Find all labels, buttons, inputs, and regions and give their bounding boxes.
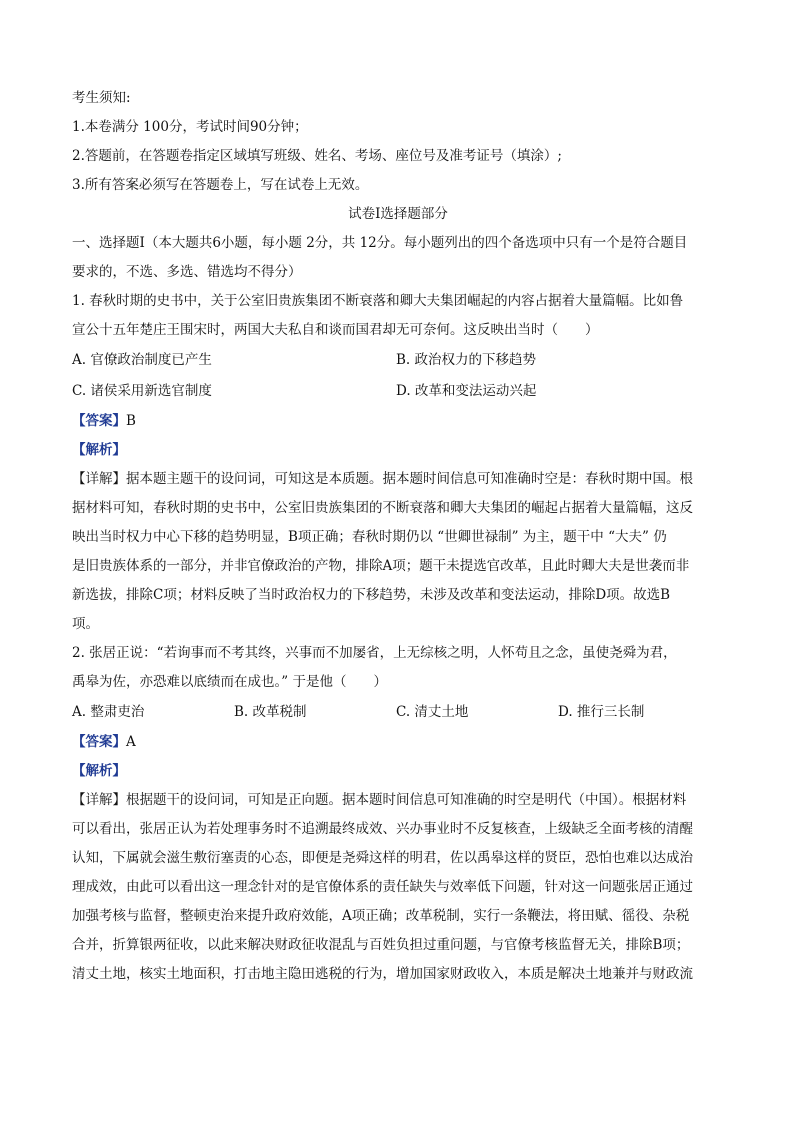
q1-detail-1 <box>72 465 724 494</box>
q1-option-d: D. 改革和变法运动兴起 <box>396 383 537 399</box>
q1-detail-label: 【详解】 <box>72 471 126 487</box>
q1-option-c: C. 诸侯采用新选官制度 <box>72 383 212 399</box>
q2-stem-2: 禹皋为佐，亦恐难以底绩而在成也。” 于是他（ ） <box>72 674 387 690</box>
q1-answer <box>72 407 724 436</box>
notice-item-2: 2.答题前，在答题卷指定区域填写班级、姓名、考场、座位号及准考证号（填涂）; <box>72 148 562 164</box>
q2-detail-5: 加强考核与监督，整顿吏治来提升政府效能，A项正确；改革税制，实行一条鞭法，将田赋、徭役、杂税 <box>72 908 690 924</box>
q2-analysis-label: 【解析】 <box>72 763 126 779</box>
section-intro-2: 要求的，不选、多选、错选均不得分） <box>72 264 302 280</box>
q1-stem-1: 1. 春秋时期的史书中，关于公室旧贵族集团不断衰落和卿大夫集团崛起的内容占据着大量篇幅。比如鲁 <box>72 293 684 309</box>
q1-options-row-2 <box>72 376 724 407</box>
q2-options-row <box>72 697 724 728</box>
q1-options-row-1 <box>72 345 724 376</box>
q2-detail-1 <box>72 786 724 815</box>
notice-item-3: 3.所有答案必须写在答题卷上，写在试卷上无效。 <box>72 177 369 193</box>
q1-option-b: B. 政治权力的下移趋势 <box>396 352 537 368</box>
q2-answer-label: 【答案】 <box>72 734 126 750</box>
q1-detail-text-1: 据本题主题干的设问词，可知这是本质题。据本题时间信息可知准确时空是：春秋时期中国。根 <box>126 471 693 487</box>
q2-detail-6: 合并，折算银两征收，以此来解决财政征收混乱与百姓负担过重问题，与官僚考核监督无关，排除B项； <box>72 937 690 953</box>
q2-answer <box>72 728 724 757</box>
q2-option-c: C. 清丈土地 <box>396 704 469 720</box>
q2-stem-1: 2. 张居正说：“若询事而不考其终，兴事而不加屡省，上无综核之明，人怀苟且之念，虽使尧舜为君， <box>72 645 677 661</box>
q2-option-b: B. 改革税制 <box>234 704 307 720</box>
notice-item-1: 1.本卷满分 100分，考试时间90分钟； <box>72 119 308 135</box>
q1-answer-value: B <box>126 413 136 429</box>
q2-option-a: A. 整肃吏治 <box>72 704 145 720</box>
section-intro-1: 一、选择题Ⅰ（本大题共6小题，每小题 2分，共 12分。每小题列出的四个备选项中只有一个是符合题目 <box>72 235 688 251</box>
q2-option-d: D. 推行三长制 <box>558 704 645 720</box>
q1-detail-2: 据材料可知，春秋时期的史书中，公室旧贵族集团的不断衰落和卿大夫集团的崛起占据着大量篇幅，这反 <box>72 500 693 516</box>
q1-analysis-label: 【解析】 <box>72 442 126 458</box>
q1-option-a: A. 官僚政治制度已产生 <box>72 352 212 368</box>
q2-detail-label: 【详解】 <box>72 792 126 808</box>
q1-detail-3: 映出当时权力中心下移的趋势明显，B项正确；春秋时期仍以 “世卿世禄制” 为主，题干中 “大夫” 仍 <box>72 529 667 545</box>
q2-detail-text-1: 根据题干的设问词，可知是正向题。据本题时间信息可知准确的时空是明代（中国）。根据材料 <box>126 792 687 808</box>
q1-analysis <box>72 436 724 465</box>
q2-detail-7: 清丈土地，核实土地面积，打击地主隐田逃税的行为，增加国家财政收入，本质是解决土地兼并与财政流 <box>72 966 693 982</box>
section-title: 试卷Ⅰ选择题部分 <box>348 206 448 222</box>
q1-detail-4: 是旧贵族体系的一部分，并非官僚政治的产物，排除A项；题干未提选官改革，且此时卿大夫是世袭而非 <box>72 558 690 574</box>
exam-page <box>72 84 724 989</box>
q2-answer-value: A <box>126 734 136 750</box>
q1-detail-5: 新选拔，排除C项；材料反映了当时政治权力的下移趋势，未涉及改革和变法运动，排除D项。故选B <box>72 587 671 603</box>
q2-detail-4: 理成效，由此可以看出这一理念针对的是官僚体系的责任缺失与效率低下问题，针对这一问题张居正通过 <box>72 879 693 895</box>
q2-analysis <box>72 757 724 786</box>
q2-detail-2: 可以看出，张居正认为若处理事务时不追溯最终成效、兴办事业时不反复核查，上级缺乏全面考核的清醒 <box>72 821 693 837</box>
notice-title: 考生须知: <box>72 90 131 106</box>
q2-detail-3: 认知，下属就会滋生敷衍塞责的心态，即便是尧舜这样的明君，佐以禹皋这样的贤臣，恐怕也难以达成治 <box>72 850 693 866</box>
q1-stem-2: 宣公十五年楚庄王围宋时，两国大夫私自和谈而国君却无可奈何。这反映出当时（ ） <box>72 322 599 338</box>
q1-detail-6: 项。 <box>72 616 99 632</box>
q1-answer-label: 【答案】 <box>72 413 126 429</box>
